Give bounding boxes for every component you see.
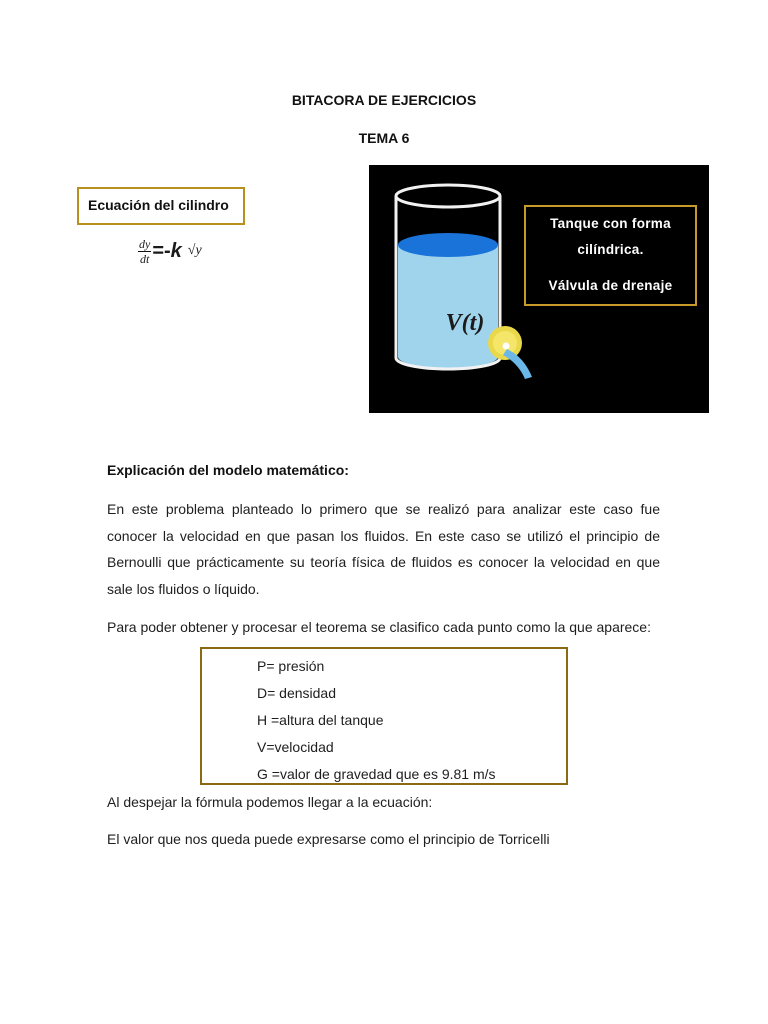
subtitle-text: TEMA 6 [358, 130, 410, 146]
derivative-fraction [138, 237, 151, 266]
valve-outlet [503, 343, 510, 350]
tank-top-rim [396, 185, 500, 207]
water-surface [398, 233, 498, 257]
fraction-numerator: dy [139, 236, 151, 251]
equation-root: √y [187, 243, 202, 258]
fraction-denominator: dt [139, 251, 150, 266]
classification-paragraph: Para poder obtener y procesar el teorema se clasifico cada punto como la que aparece: [107, 619, 651, 635]
variable-item: P= presión [257, 658, 325, 674]
explanation-paragraph: En este problema planteado lo primero que se realizó para analizar este caso fue conocer la velocidad en que pasan los fluidos. En este caso se utilizó el principio de Bernoulli que prácticamente su teoría física de fluidos es conocer la velocidad en que sale los fluidos o líquido. [107, 501, 660, 597]
variables-box [200, 647, 568, 785]
torricelli-line: El valor que nos queda puede expresarse como el principio de Torricelli [107, 831, 550, 847]
equation-label: Ecuación del cilindro [88, 197, 229, 213]
equation-constant: k [170, 239, 182, 262]
section-heading: Explicación del modelo matemático: [107, 462, 349, 478]
tank-water [398, 245, 498, 368]
equation-label-box [77, 187, 245, 225]
differential-equation [138, 232, 202, 270]
document-subtitle [0, 130, 768, 146]
equation-intro-line: Al despejar la fórmula podemos llegar a la ecuación: [107, 794, 433, 810]
variable-item: H =altura del tanque [257, 712, 384, 728]
equation-operator: =- [152, 239, 171, 262]
document-title: BITACORA DE EJERCICIOS [291, 92, 477, 108]
variable-item: V=velocidad [257, 739, 334, 755]
tank-caption-line1: Tanque con forma cilíndrica. [550, 216, 671, 257]
tank-caption-box [524, 205, 697, 306]
tank-illustration [369, 165, 709, 413]
variable-item: G =valor de gravedad que es 9.81 m/s [257, 766, 496, 782]
volume-label: V(t) [445, 310, 485, 336]
variable-item: D= densidad [257, 685, 337, 701]
tank-caption-line2: Válvula de drenaje [548, 278, 673, 293]
